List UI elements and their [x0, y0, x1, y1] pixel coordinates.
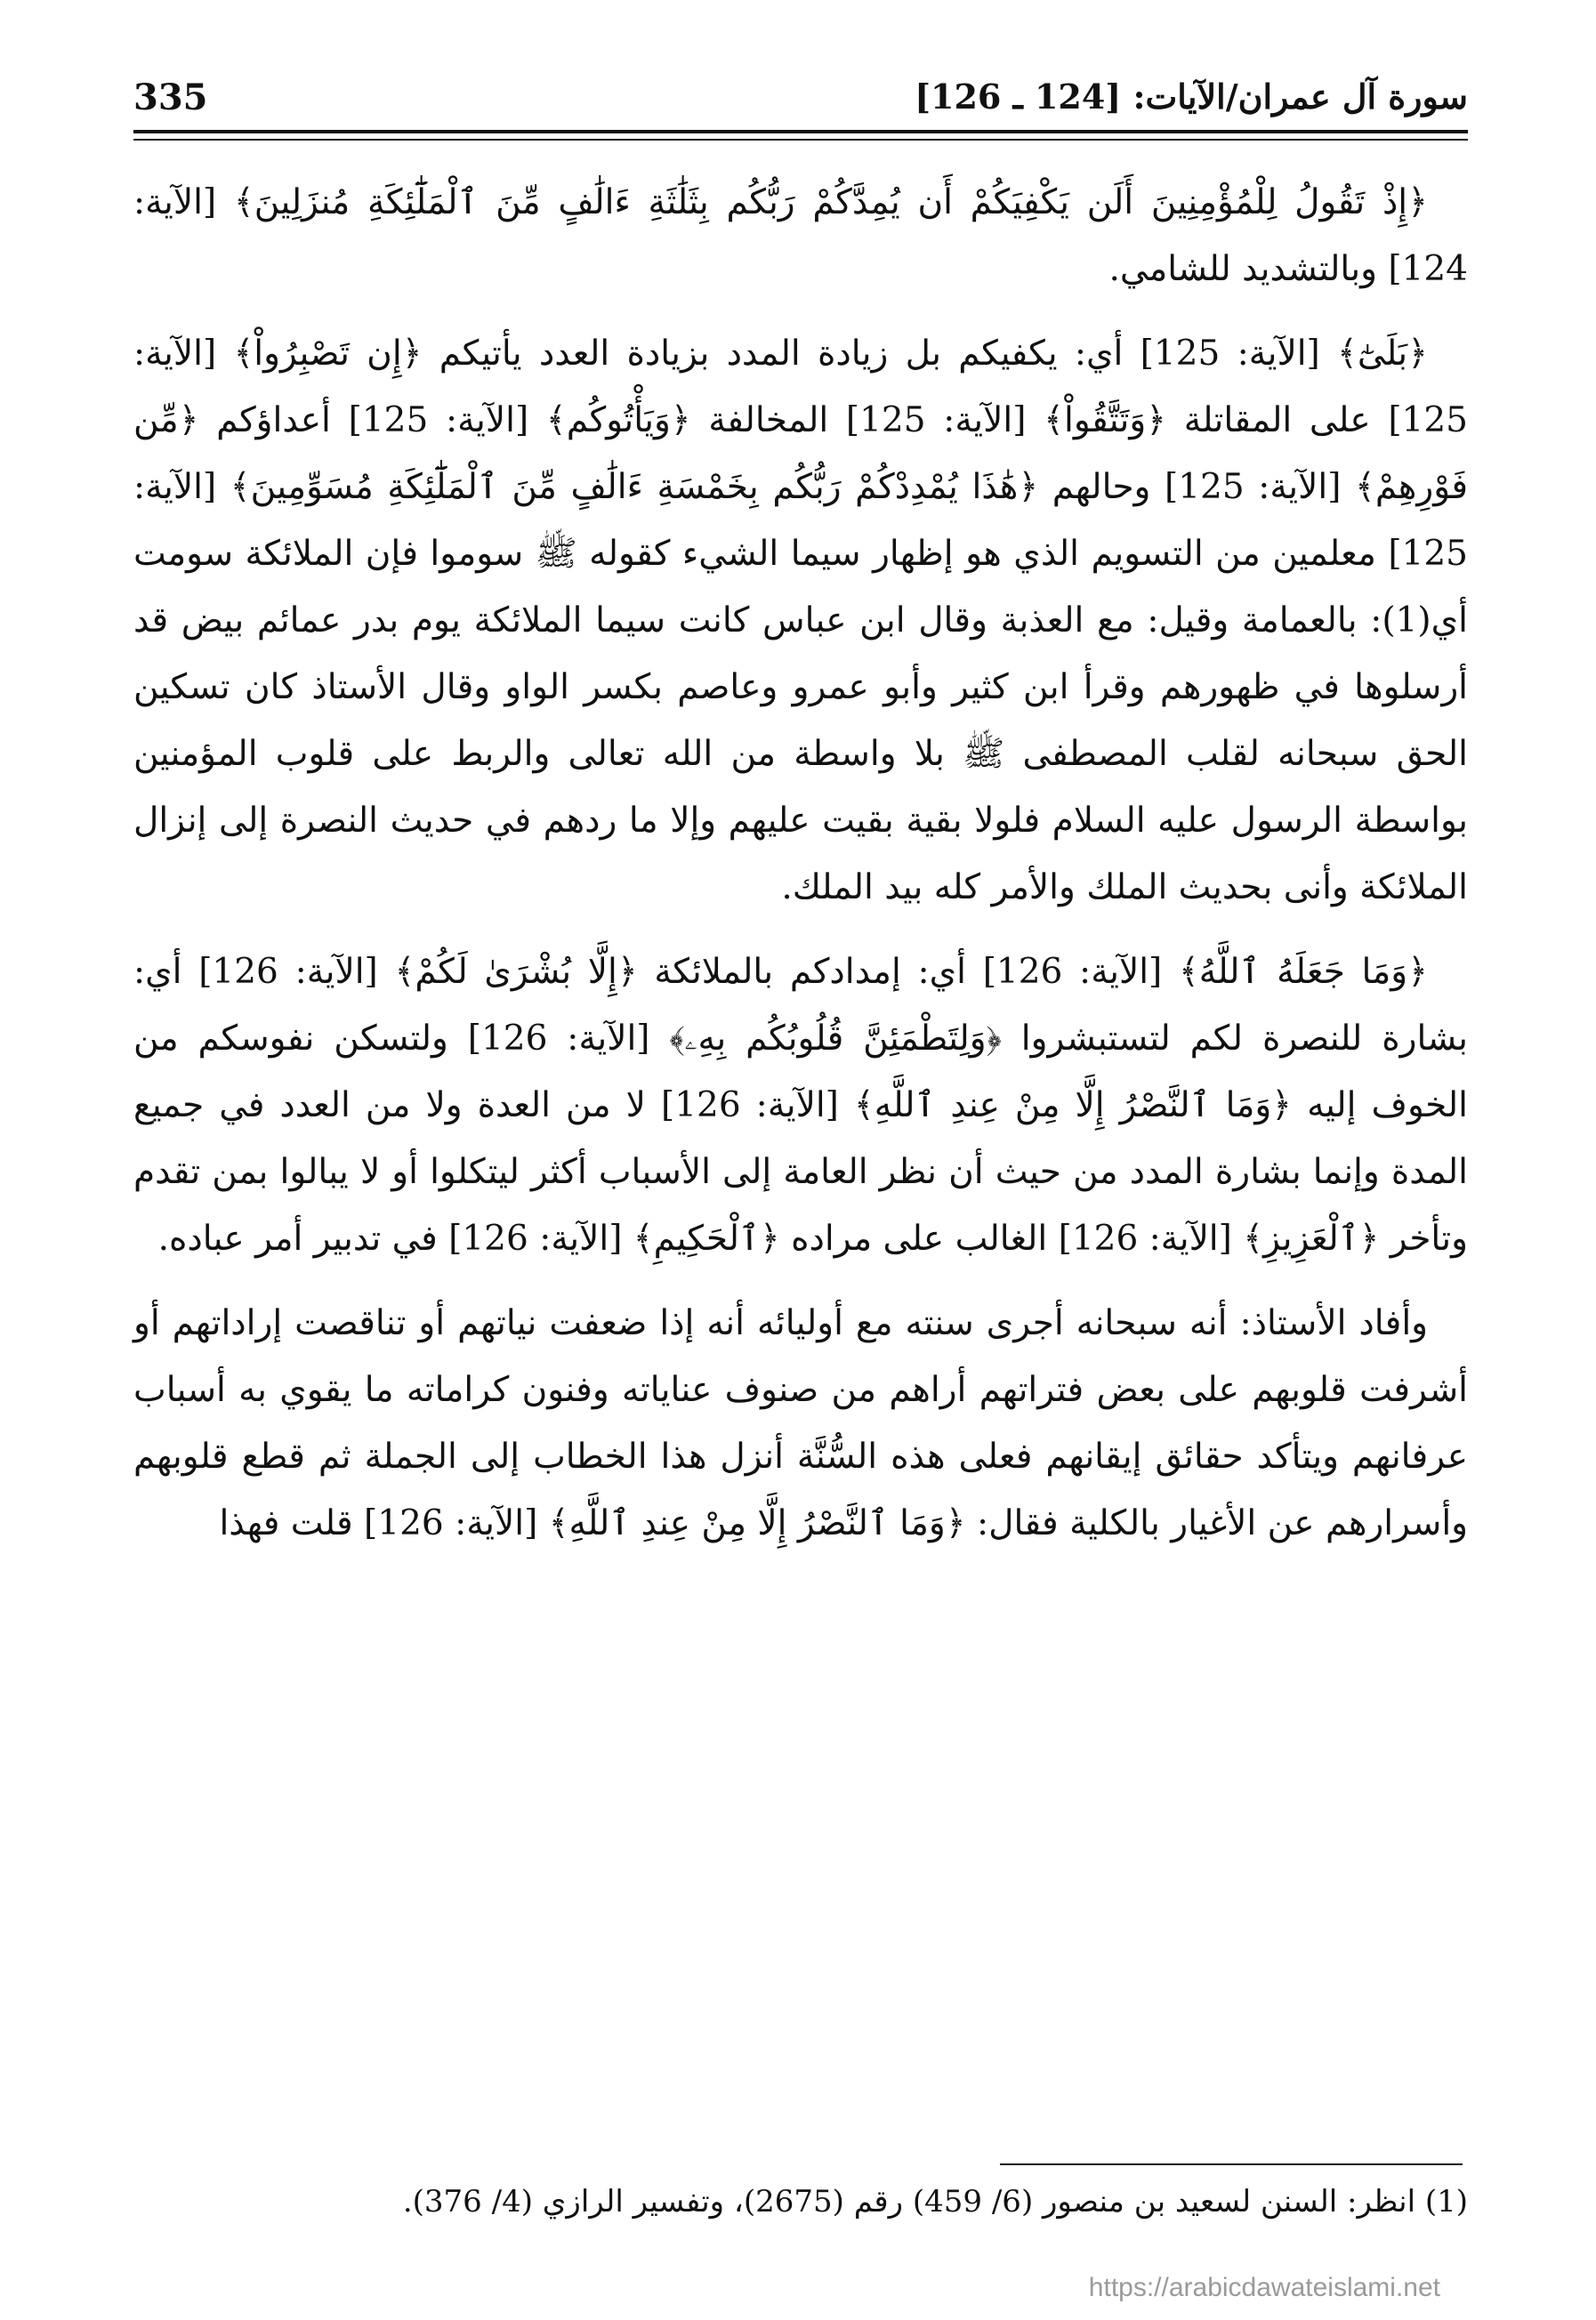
footnote: (1) انظر: السنن لسعيد بن منصور (6/ 459) رقم (2675)، وتفسير الرازي (4/ 376). — [402, 2184, 1468, 2219]
main-text — [133, 169, 1468, 1575]
running-title: سورة آل عمران/الآيات: [124 ـ 126] — [915, 77, 1468, 117]
page-header — [133, 69, 1468, 132]
watermark-url: https://arabicdawateislami.net — [1088, 2273, 1440, 2302]
header-rule-thin — [133, 139, 1468, 141]
paragraph-ustadh-commentary: وأفاد الأستاذ: أنه سبحانه أجرى سنته مع أوليائه أنه إذا ضعفت نياتهم أو تناقصت إراداتهم أو أشرفت قلوبهم على بعض فتراتهم أراهم من صنوف عناياته وفنون كراماته ما يقوي به أسباب عرفانهم ويتأكد حقائق إيقانهم فعلى هذه السُّنَّة أنزل هذا الخطاب إلى الجملة ثم قطع قلوبهم وأسرارهم عن الأغيار بالكلية فقال: ﴿وَمَا ٱلنَّصْرُ إِلَّا مِنْ عِندِ ٱللَّهِ﴾ [الآية: 126] قلت فهذا — [133, 1303, 1468, 1543]
paragraph-verse-125: ﴿بَلَىٰٓ﴾ [الآية: 125] أي: يكفيكم بل زيادة المدد بزيادة العدد يأتيكم ﴿إِن تَصْبِرُواْ﴾ [الآية: 125] على المقاتلة ﴿وَتَتَّقُواْ﴾ [الآية: 125] المخالفة ﴿وَيَأْتُوكُم﴾ [الآية: 125] أعداؤكم ﴿مِّن فَوْرِهِمْ﴾ [الآية: 125] وحالهم ﴿هَٰذَا يُمْدِدْكُمْ رَبُّكُم بِخَمْسَةِ ءَالَٰفٍ مِّنَ ٱلْمَلَٰٓئِكَةِ مُسَوِّمِينَ﴾ [الآية: 125] معلمين من التسويم الذي هو إظهار سيما الشيء كقوله ﷺ سوموا فإن الملائكة سومت أي(1): بالعمامة وقيل: مع العذبة وقال ابن عباس كانت سيما الملائكة يوم بدر عمائم بيض قد أرسلوها في ظهورهم وقرأ ابن كثير وأبو عمرو وعاصم بكسر الواو وقال الأستاذ كان تسكين الحق سبحانه لقلب المصطفى ﷺ بلا واسطة من الله تعالى والربط على قلوب المؤمنين بواسطة الرسول عليه السلام فلولا بقية بقيت عليهم وإلا ما ردهم في حديث النصرة إلى إنزال الملائكة وأنى بحديث الملك والأمر كله بيد الملك. — [133, 334, 1468, 907]
page-number: 335 — [133, 77, 208, 118]
paragraph-verse-126: ﴿وَمَا جَعَلَهُ ٱللَّهُ﴾ [الآية: 126] أي: إمدادكم بالملائكة ﴿إِلَّا بُشْرَىٰ لَكُمْ﴾ [الآية: 126] أي: بشارة للنصرة لكم لتستبشروا ﴿وَلِتَطْمَئِنَّ قُلُوبُكُم بِهِۦ﴾ [الآية: 126] ولتسكن نفوسكم من الخوف إليه ﴿وَمَا ٱلنَّصْرُ إِلَّا مِنْ عِندِ ٱللَّهِ﴾ [الآية: 126] لا من العدة ولا من العدد في جميع المدة وإنما بشارة المدد من حيث أن نظر العامة إلى الأسباب أكثر ليتكلوا أو لا يبالوا بمن تقدم وتأخر ﴿ٱلْعَزِيزِ﴾ [الآية: 126] الغالب على مراده ﴿ٱلْحَكِيمِ﴾ [الآية: 126] في تدبير أمر عباده. — [133, 952, 1468, 1259]
paragraph-verse-124: ﴿إِذْ تَقُولُ لِلْمُؤْمِنِينَ أَلَن يَكْفِيَكُمْ أَن يُمِدَّكُمْ رَبُّكُم بِثَلَٰثَةِ ءَالَٰفٍ مِّنَ ٱلْمَلَٰٓئِكَةِ مُنزَلِينَ﴾ [الآية: 124] وبالتشديد للشامي. — [133, 182, 1468, 289]
footnote-divider — [1000, 2163, 1463, 2165]
header-rule-thick — [133, 130, 1468, 133]
